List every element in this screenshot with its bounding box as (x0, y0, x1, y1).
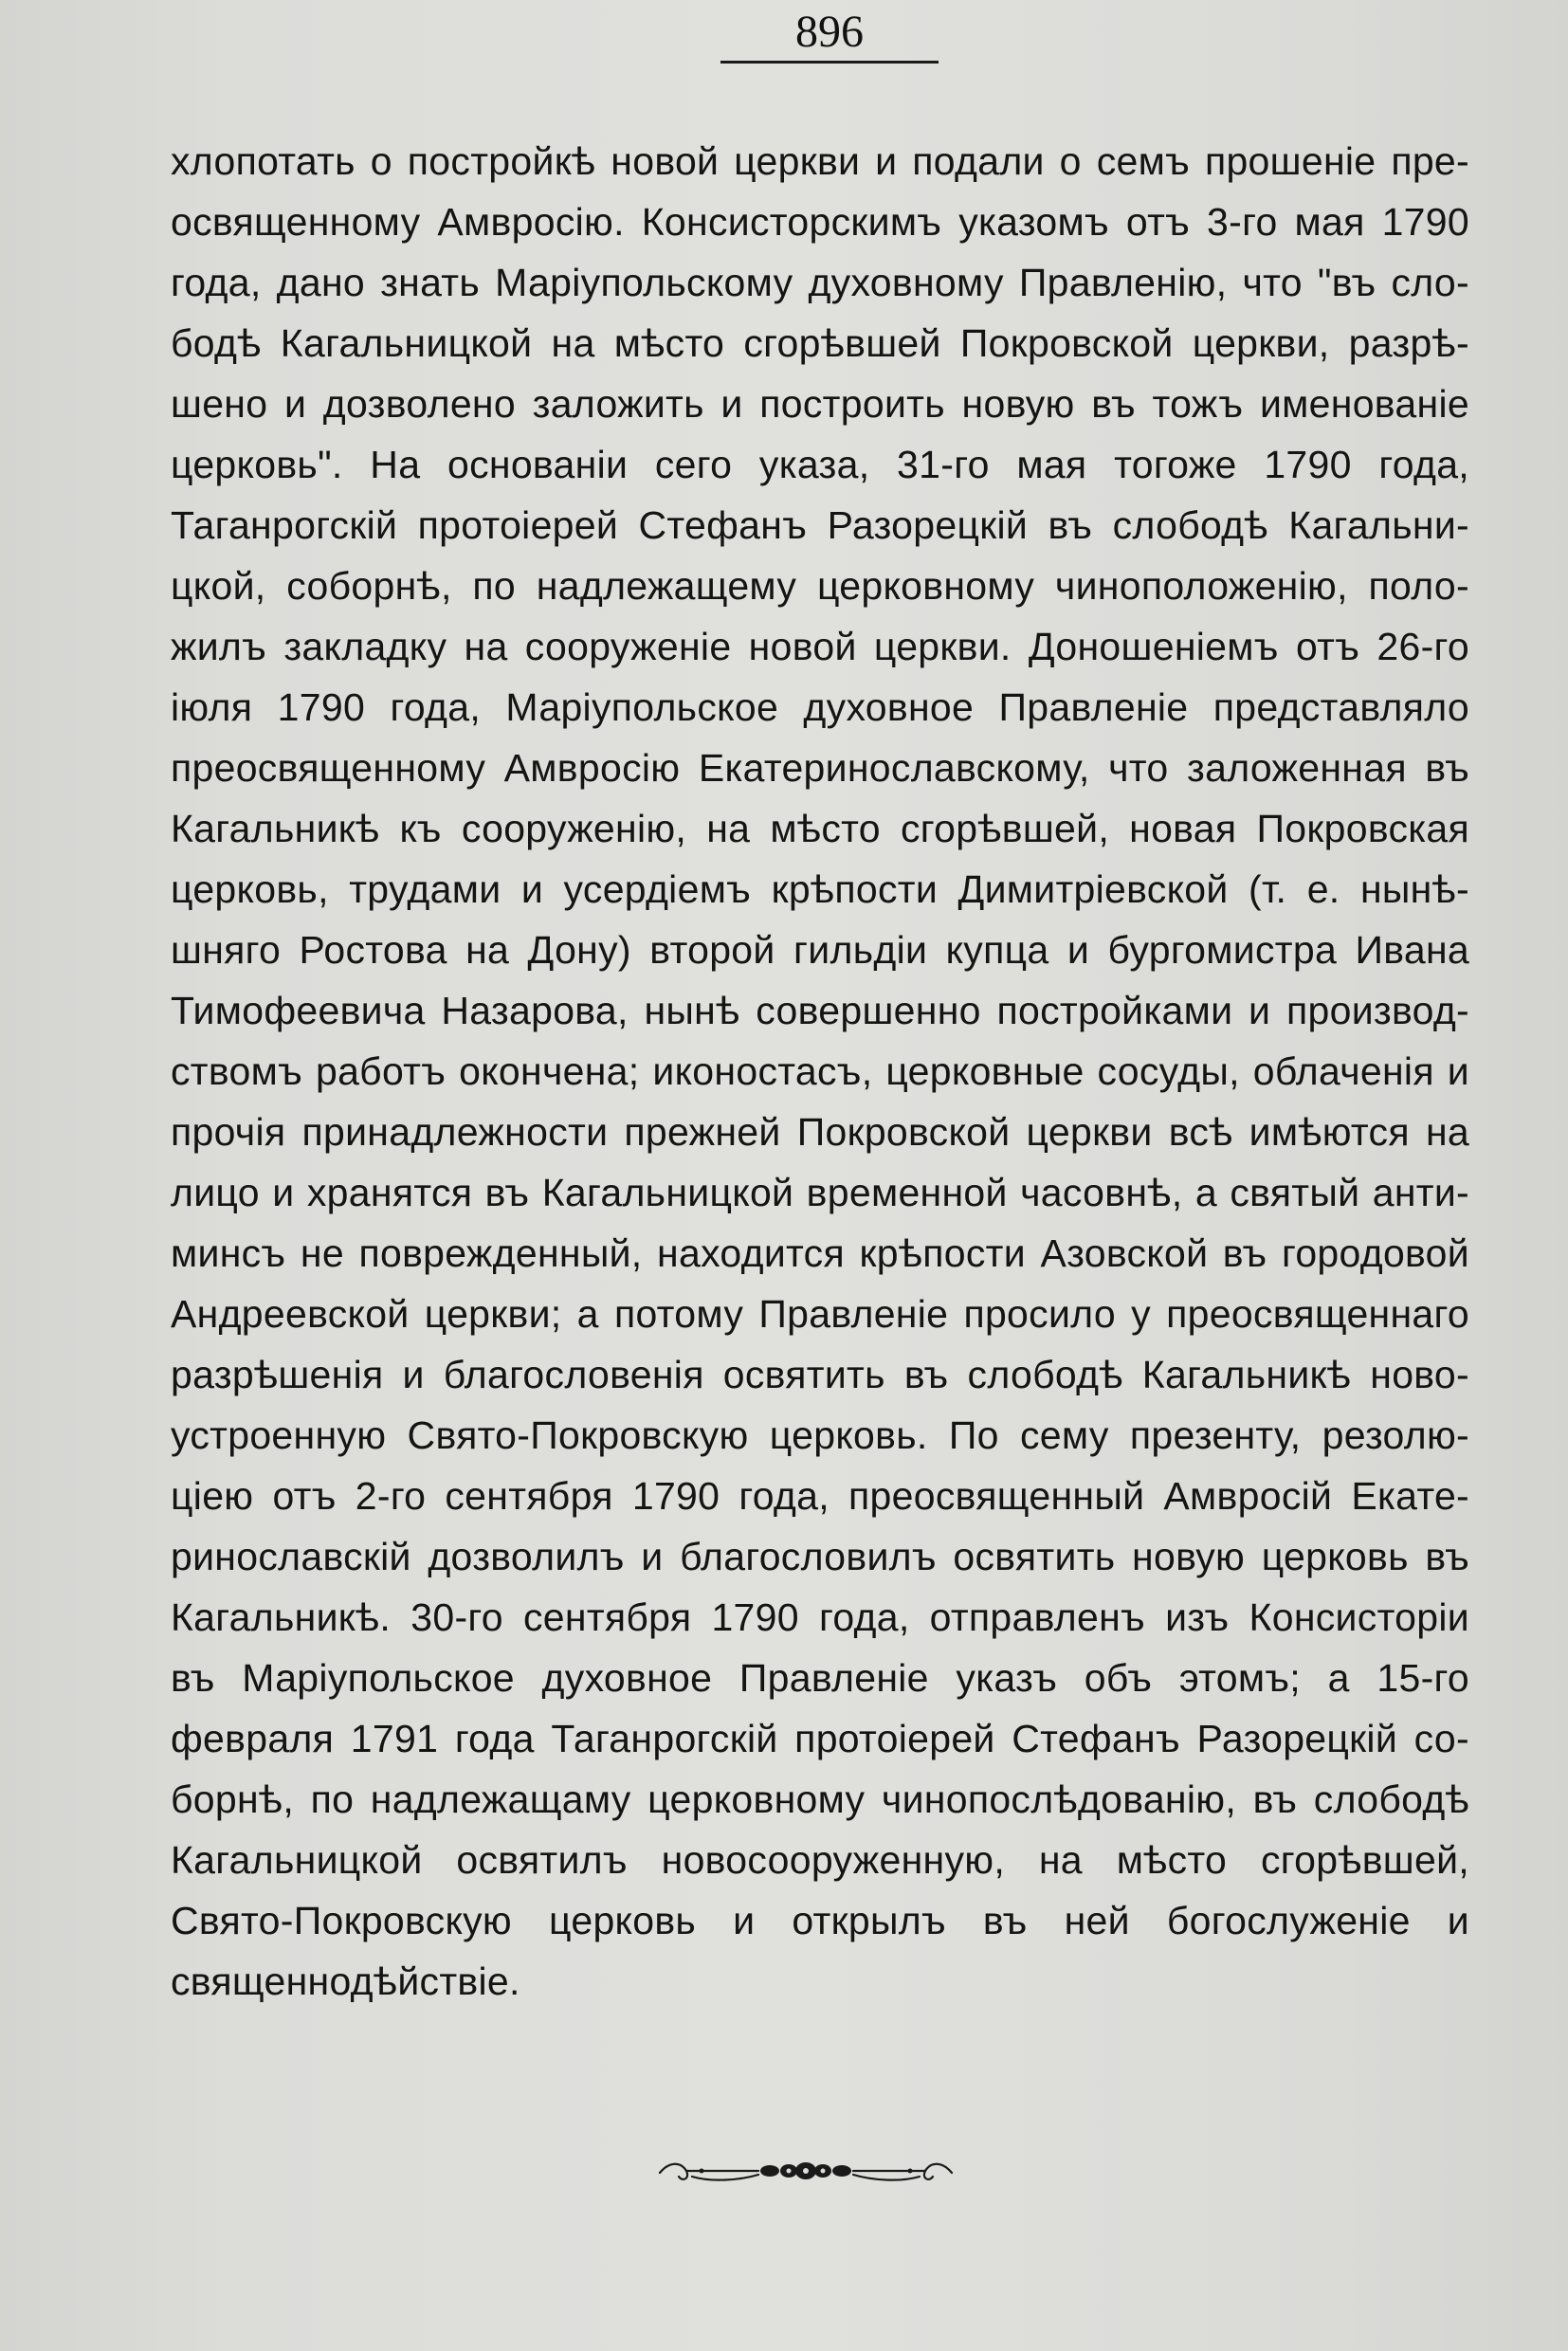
text-line: года, дано знать Маріупольскому духовному Правленію, что "въ сло- (171, 261, 1469, 304)
page-number: 896 (795, 7, 864, 57)
text-line: прочія принадлежности прежней Покровской церкви всѣ имѣются на (171, 1110, 1469, 1154)
text-line: Кагальницкой освятилъ новосооруженную, на мѣсто сгорѣвшей, (171, 1838, 1469, 1882)
text-line: ціею отъ 2-го сентября 1790 года, преосвященный Амвросій Екате- (171, 1474, 1469, 1518)
text-line: освященному Амвросію. Консисторскимъ указомъ отъ 3-го мая 1790 (171, 200, 1469, 244)
text-line: Свято-Покровскую церковь и открылъ въ ней богослуженіе и (171, 1899, 1469, 1942)
text-line: Таганрогскій протоіерей Стефанъ Разорецкій въ слободѣ Кагальни- (171, 503, 1469, 547)
text-line: Тимофеевича Назарова, нынѣ совершенно постройками и производ- (171, 989, 1469, 1032)
text-line: хлопотать о постройкѣ новой церкви и подали о семъ прошеніе пре- (171, 139, 1469, 183)
text-line: церковь". На основаніи сего указа, 31-го мая тогоже 1790 года, (171, 443, 1469, 486)
text-line: лицо и хранятся въ Кагальницкой временной часовнѣ, а святый анти- (171, 1171, 1469, 1214)
text-line: февраля 1791 года Таганрогскій протоіерей Стефанъ Разорецкій со- (171, 1717, 1469, 1760)
text-line: въ Маріупольское духовное Правленіе указъ объ этомъ; а 15-го (171, 1656, 1469, 1700)
page-number-rule (720, 61, 939, 64)
text-line: цкой, соборнѣ, по надлежащему церковному чиноположенію, поло- (171, 564, 1469, 608)
text-line: минсъ не поврежденный, находится крѣпости Азовской въ городовой (171, 1231, 1469, 1275)
text-line: преосвященному Амвросію Екатеринославскому, что заложенная въ (171, 746, 1469, 790)
text-line: Кагальникѣ къ сооруженію, на мѣсто сгорѣвшей, новая Покровская (171, 807, 1469, 850)
text-line: устроенную Свято-Покровскую церковь. По сему презенту, резолю- (171, 1413, 1469, 1457)
text-line: борнѣ, по надлежащаму церковному чинопослѣдованію, въ слободѣ (171, 1777, 1469, 1821)
text-line: Андреевской церкви; а потому Правленіе просило у преосвященнаго (171, 1292, 1469, 1336)
text-line: ствомъ работъ окончена; иконостасъ, церковные сосуды, облаченія и (171, 1049, 1469, 1093)
body-text (171, 131, 1469, 2012)
text-line: ринославскій дозволилъ и благословилъ освятить новую церковь въ (171, 1535, 1469, 1578)
text-line: шняго Ростова на Дону) второй гильдіи купца и бургомистра Ивана (171, 928, 1469, 972)
text-line: Кагальникѣ. 30-го сентября 1790 года, отправленъ изъ Консисторіи (171, 1595, 1469, 1639)
text-line: шено и дозволено заложить и построить новую въ тожъ именованіе (171, 382, 1469, 426)
text-line: бодѣ Кагальницкой на мѣсто сгорѣвшей Покровской церкви, разрѣ- (171, 321, 1469, 365)
text-line: разрѣшенія и благословенія освятить въ слободѣ Кагальникѣ ново- (171, 1353, 1469, 1396)
text-line: іюля 1790 года, Маріупольское духовное Правленіе представляло (171, 685, 1469, 729)
text-line: жилъ закладку на сооруженіе новой церкви. Доношеніемъ отъ 26-го (171, 625, 1469, 668)
text-line: церковь, трудами и усердіемъ крѣпости Димитріевской (т. е. нынѣ- (171, 867, 1469, 911)
text-line: священнодѣйствіе. (171, 1959, 520, 2003)
decorative-tailpiece-icon (654, 2144, 957, 2197)
